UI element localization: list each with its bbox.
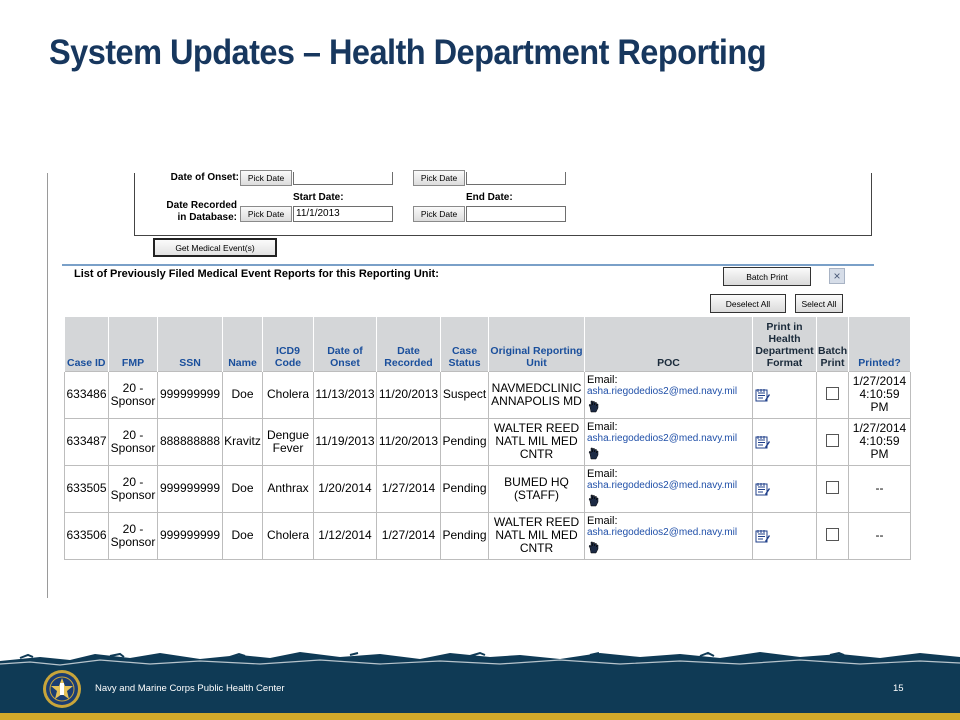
recorded-label-line1: Date Recorded xyxy=(166,200,237,211)
cell-poc xyxy=(585,371,753,418)
cell-fmp: 20 - Sponsor xyxy=(109,418,158,465)
cell-poc xyxy=(585,465,753,512)
cell-case-status: Suspect xyxy=(441,371,489,418)
recorded-end-date-input[interactable] xyxy=(466,206,566,222)
medical-event-reports-table xyxy=(64,317,911,560)
cell-print-format xyxy=(753,512,817,559)
cell-ssn: 888888888 xyxy=(158,418,223,465)
cell-date-of-onset: 11/13/2013 xyxy=(314,371,377,418)
cell-fmp: 20 - Sponsor xyxy=(109,512,158,559)
cell-poc xyxy=(585,512,753,559)
recorded-label xyxy=(145,200,237,224)
notepad-print-icon[interactable] xyxy=(755,528,770,542)
cell-batch-print xyxy=(817,465,849,512)
poc-email-link[interactable]: asha.riegodedios2@med.navy.mil xyxy=(587,432,738,444)
cell-date-of-onset: 1/12/2014 xyxy=(314,512,377,559)
recorded-start-pick-date-button[interactable]: Pick Date xyxy=(240,206,292,222)
cell-fmp: 20 - Sponsor xyxy=(109,371,158,418)
col-header-name[interactable]: Name xyxy=(223,317,263,371)
poc-label: Email: xyxy=(587,420,618,433)
table-row xyxy=(65,418,911,465)
cell-case-id: 633487 xyxy=(65,418,109,465)
table-row xyxy=(65,465,911,512)
table-row xyxy=(65,512,911,559)
cell-name: Kravitz xyxy=(223,418,263,465)
cell-date-of-onset: 11/19/2013 xyxy=(314,418,377,465)
screenshot-left-border xyxy=(47,173,48,598)
footer-gold-stripe xyxy=(0,713,960,720)
slide-title: System Updates – Health Department Reporting xyxy=(49,33,767,72)
cell-printed: -- xyxy=(849,512,911,559)
cell-date-recorded: 1/27/2014 xyxy=(377,465,441,512)
col-header-original-reporting-unit[interactable]: Original Reporting Unit xyxy=(489,317,585,371)
poc-email-link[interactable]: asha.riegodedios2@med.navy.mil xyxy=(587,526,738,538)
navy-seal-logo xyxy=(42,669,82,709)
table-row xyxy=(65,371,911,418)
cell-reporting-unit: NAVMEDCLINIC ANNAPOLIS MD xyxy=(489,371,585,418)
cell-reporting-unit: BUMED HQ (STAFF) xyxy=(489,465,585,512)
cell-batch-print xyxy=(817,512,849,559)
col-header-icd9[interactable]: ICD9 Code xyxy=(263,317,314,371)
close-icon[interactable]: × xyxy=(829,268,845,284)
cell-icd9: Cholera xyxy=(263,371,314,418)
onset-end-pick-date-button[interactable]: Pick Date xyxy=(413,170,465,186)
recorded-label-line2: in Database: xyxy=(177,212,237,223)
page-number: 15 xyxy=(893,683,904,694)
footer-organization-text: Navy and Marine Corps Public Health Center xyxy=(95,683,285,694)
poc-label: Email: xyxy=(587,373,618,386)
table-header-row xyxy=(65,317,911,371)
col-header-print-format: Print in Health Department Format xyxy=(753,317,817,371)
get-medical-events-button[interactable]: Get Medical Event(s) xyxy=(153,238,277,257)
cell-case-status: Pending xyxy=(441,465,489,512)
cell-reporting-unit: WALTER REED NATL MIL MED CNTR xyxy=(489,418,585,465)
col-header-case-status[interactable]: Case Status xyxy=(441,317,489,371)
notepad-print-icon[interactable] xyxy=(755,387,770,401)
hand-pointer-icon[interactable] xyxy=(587,494,600,506)
col-header-batch-print: Batch Print xyxy=(817,317,849,371)
end-date-label: End Date: xyxy=(466,192,513,203)
onset-start-pick-date-button[interactable]: Pick Date xyxy=(240,170,292,186)
poc-label: Email: xyxy=(587,514,618,527)
search-form-panel xyxy=(134,173,872,236)
cell-batch-print xyxy=(817,371,849,418)
cell-print-format xyxy=(753,418,817,465)
recorded-start-date-input[interactable]: 11/1/2013 xyxy=(293,206,393,222)
onset-end-date-input[interactable] xyxy=(466,172,566,185)
cell-case-id: 633486 xyxy=(65,371,109,418)
cell-batch-print xyxy=(817,418,849,465)
poc-email-link[interactable]: asha.riegodedios2@med.navy.mil xyxy=(587,479,738,491)
start-date-label: Start Date: xyxy=(293,192,344,203)
notepad-print-icon[interactable] xyxy=(755,481,770,495)
cell-case-status: Pending xyxy=(441,512,489,559)
cell-ssn: 999999999 xyxy=(158,371,223,418)
col-header-poc: POC xyxy=(585,317,753,371)
cell-fmp: 20 - Sponsor xyxy=(109,465,158,512)
cell-reporting-unit: WALTER REED NATL MIL MED CNTR xyxy=(489,512,585,559)
cell-icd9: Anthrax xyxy=(263,465,314,512)
onset-start-date-input[interactable] xyxy=(293,172,393,185)
cell-name: Doe xyxy=(223,371,263,418)
col-header-ssn[interactable]: SSN xyxy=(158,317,223,371)
cell-printed: 1/27/2014 4:10:59 PM xyxy=(849,371,911,418)
cell-case-id: 633505 xyxy=(65,465,109,512)
poc-label: Email: xyxy=(587,467,618,480)
cell-print-format xyxy=(753,371,817,418)
cell-printed: -- xyxy=(849,465,911,512)
col-header-fmp[interactable]: FMP xyxy=(109,317,158,371)
batch-print-checkbox[interactable] xyxy=(826,528,839,541)
poc-email-link[interactable]: asha.riegodedios2@med.navy.mil xyxy=(587,385,738,397)
cell-icd9: Dengue Fever xyxy=(263,418,314,465)
col-header-date-of-onset[interactable]: Date of Onset xyxy=(314,317,377,371)
col-header-date-recorded[interactable]: Date Recorded xyxy=(377,317,441,371)
cell-date-recorded: 11/20/2013 xyxy=(377,371,441,418)
batch-print-checkbox[interactable] xyxy=(826,387,839,400)
list-divider xyxy=(62,264,874,266)
notepad-print-icon[interactable] xyxy=(755,434,770,448)
cell-case-status: Pending xyxy=(441,418,489,465)
hand-pointer-icon[interactable] xyxy=(587,400,600,412)
batch-print-checkbox[interactable] xyxy=(826,481,839,494)
hand-pointer-icon[interactable] xyxy=(587,541,600,553)
cell-ssn: 999999999 xyxy=(158,465,223,512)
recorded-end-pick-date-button[interactable]: Pick Date xyxy=(413,206,465,222)
hand-pointer-icon[interactable] xyxy=(587,447,600,459)
cell-case-id: 633506 xyxy=(65,512,109,559)
cell-name: Doe xyxy=(223,512,263,559)
cell-print-format xyxy=(753,465,817,512)
select-all-button[interactable]: Select All xyxy=(795,294,843,313)
cell-name: Doe xyxy=(223,465,263,512)
col-header-printed[interactable]: Printed? xyxy=(849,317,911,371)
cell-poc xyxy=(585,418,753,465)
deselect-all-button[interactable]: Deselect All xyxy=(710,294,786,313)
cell-date-of-onset: 1/20/2014 xyxy=(314,465,377,512)
onset-label: Date of Onset: xyxy=(170,172,239,183)
cell-printed: 1/27/2014 4:10:59 PM xyxy=(849,418,911,465)
cell-icd9: Cholera xyxy=(263,512,314,559)
batch-print-button[interactable]: Batch Print xyxy=(723,267,811,286)
batch-print-checkbox[interactable] xyxy=(826,434,839,447)
cell-ssn: 999999999 xyxy=(158,512,223,559)
col-header-case-id[interactable]: Case ID xyxy=(65,317,109,371)
cell-date-recorded: 11/20/2013 xyxy=(377,418,441,465)
cell-date-recorded: 1/27/2014 xyxy=(377,512,441,559)
list-title: List of Previously Filed Medical Event Reports for this Reporting Unit: xyxy=(74,268,439,280)
